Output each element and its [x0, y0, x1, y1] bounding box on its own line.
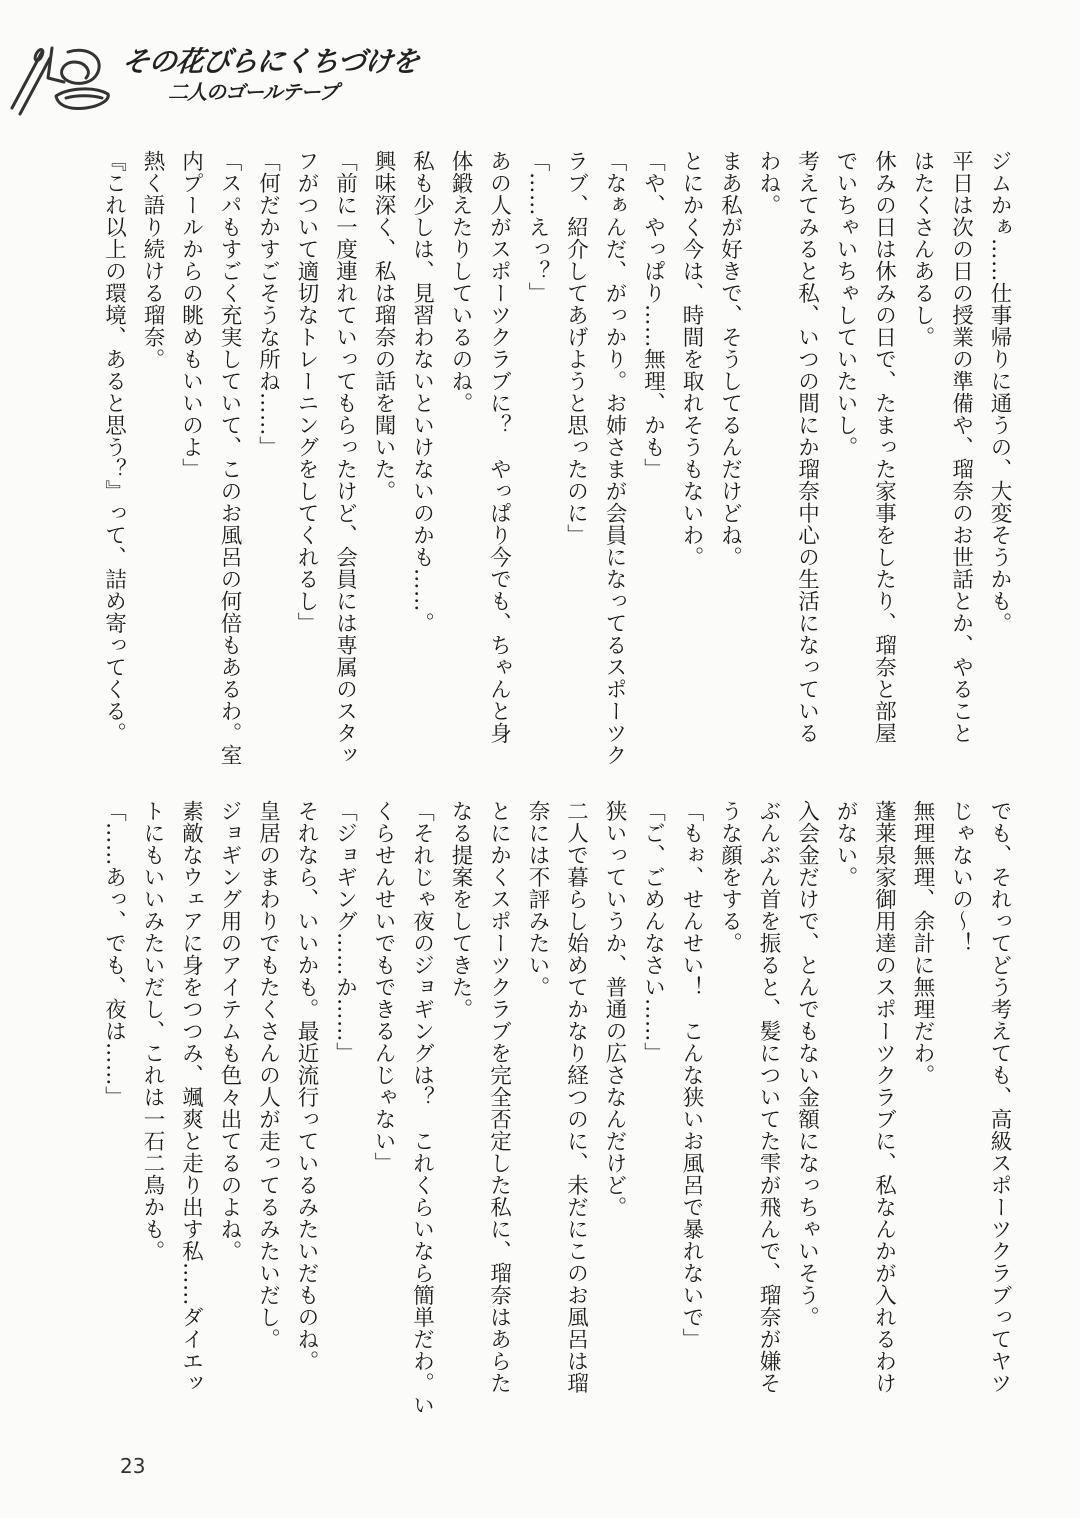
- text-column: 「ジョギング……か……」: [332, 800, 358, 1064]
- text-column: 素敵なウェアに身をつつみ、颯爽と走り出す私……ダイエッ: [178, 800, 204, 1394]
- text-column: 入会金だけで、とんでもない金額になっちゃいそう。: [794, 800, 820, 1328]
- text-column: 興味深く、私は瑠奈の話を聞いた。: [371, 150, 396, 502]
- text-column: 考えてみると私、いつの間にか瑠奈中心の生活になっている: [794, 150, 820, 744]
- text-column: 「なぁんだ、がっかり。お姉さまが会員になってるスポーツク: [602, 150, 627, 766]
- text-column: はたくさんあるし。: [910, 150, 935, 348]
- text-column: わね。: [756, 150, 781, 216]
- text-column: でいちゃいちゃしていたいし。: [833, 150, 858, 458]
- text-column: 無理無理、余計に無理だわ。: [910, 800, 935, 1086]
- text-column: 「前に一度連れていってもらったけど、会員には専属のスタッ: [332, 150, 358, 766]
- text-block-upper: [101, 150, 1018, 766]
- text-column: 「や、やっぱり……無理、かも」: [640, 150, 666, 480]
- text-column: 「何だかすごそうな所ね……」: [255, 150, 281, 458]
- text-column: 皇居のまわりでもたくさんの人が走ってるみたいだし。: [255, 800, 281, 1350]
- text-column: 二人で暮らし始めてかなり経つのに、未だにこのお風呂は瑠: [563, 800, 589, 1394]
- text-column: 『これ以上の環境、あると思う？』って、詰め寄ってくる。: [101, 150, 127, 744]
- text-column: がない。: [833, 800, 858, 888]
- text-column: 蓬莱泉家御用達のスポーツクラブに、私なんかが入れるわけ: [871, 800, 897, 1394]
- text-column: それなら、いいかも。最近流行っているみたいだものね。: [294, 800, 319, 1372]
- text-column: 熱く語り続ける瑠奈。: [140, 150, 165, 370]
- text-column: じゃないの～！: [948, 800, 974, 954]
- text-column: 内プールからの眺めもいいのよ」: [178, 150, 204, 480]
- text-column: まあ私が好きで、そうしてるんだけどね。: [717, 150, 743, 568]
- text-column: 狭いっていうか、普通の広さなんだけど。: [602, 800, 627, 1218]
- text-column: あの人がスポーツクラブに？ やっぱり今でも、ちゃんと身: [486, 150, 512, 744]
- text-column: 「それじゃ夜のジョギングは？ これくらいなら簡単だわ。い: [409, 800, 435, 1416]
- book-title: その花びらにくちづけを: [120, 45, 421, 78]
- text-column: 「……えっ？」: [525, 150, 550, 304]
- text-column: なる提案をしてきた。: [448, 800, 473, 1020]
- text-column: 「ご、ごめんなさい……」: [640, 800, 666, 1064]
- page-number: 23: [120, 1454, 146, 1478]
- text-column: ジムかぁ……仕事帰りに通うの、大変そうかも。: [987, 150, 1012, 634]
- header-logo: [6, 38, 116, 120]
- text-column: 「……あっ、でも、夜は……」: [101, 800, 127, 1108]
- text-column: トにもいいみたいだし、これは一石二鳥かも。: [140, 800, 165, 1262]
- text-column: 私も少しは、見習わないといけないのかも……。: [409, 150, 435, 634]
- text-column: 奈には不評みたい。: [525, 800, 550, 998]
- text-column: とにかくスポーツクラブを完全否定した私に、瑠奈はあらた: [486, 800, 512, 1394]
- text-column: 体鍛えたりしているのね。: [448, 150, 473, 414]
- text-column: とにかく今は、時間を取れそうもないわ。: [679, 150, 704, 568]
- text-column: 平日は次の日の授業の準備や、瑠奈のお世話とか、やること: [948, 150, 974, 744]
- text-block-lower: [101, 800, 1018, 1416]
- text-column: 休みの日は休みの日で、たまった家事をしたり、瑠奈と部屋: [871, 150, 897, 744]
- text-column: ぶんぶん首を振ると、髪についてた雫が飛んで、瑠奈が嫌そ: [756, 800, 781, 1394]
- text-column: 「スパもすごく充実していて、このお風呂の何倍もあるわ。室: [217, 150, 242, 766]
- text-column: うな顔をする。: [717, 800, 743, 954]
- text-column: くらせんせいでもできるんじゃない」: [371, 800, 396, 1174]
- text-column: ラブ、紹介してあげようと思ったのに」: [563, 150, 589, 546]
- text-column: でも、それってどう考えても、高級スポーツクラブってヤツ: [987, 800, 1012, 1394]
- book-subtitle: 二人のゴールテープ: [168, 80, 338, 104]
- text-column: ジョギング用のアイテムも色々出てるのよね。: [217, 800, 242, 1262]
- text-column: 「もぉ、せんせい！ こんな狭いお風呂で暴れないで」: [679, 800, 704, 1350]
- text-column: フがついて適切なトレーニングをしてくれるし」: [294, 150, 319, 634]
